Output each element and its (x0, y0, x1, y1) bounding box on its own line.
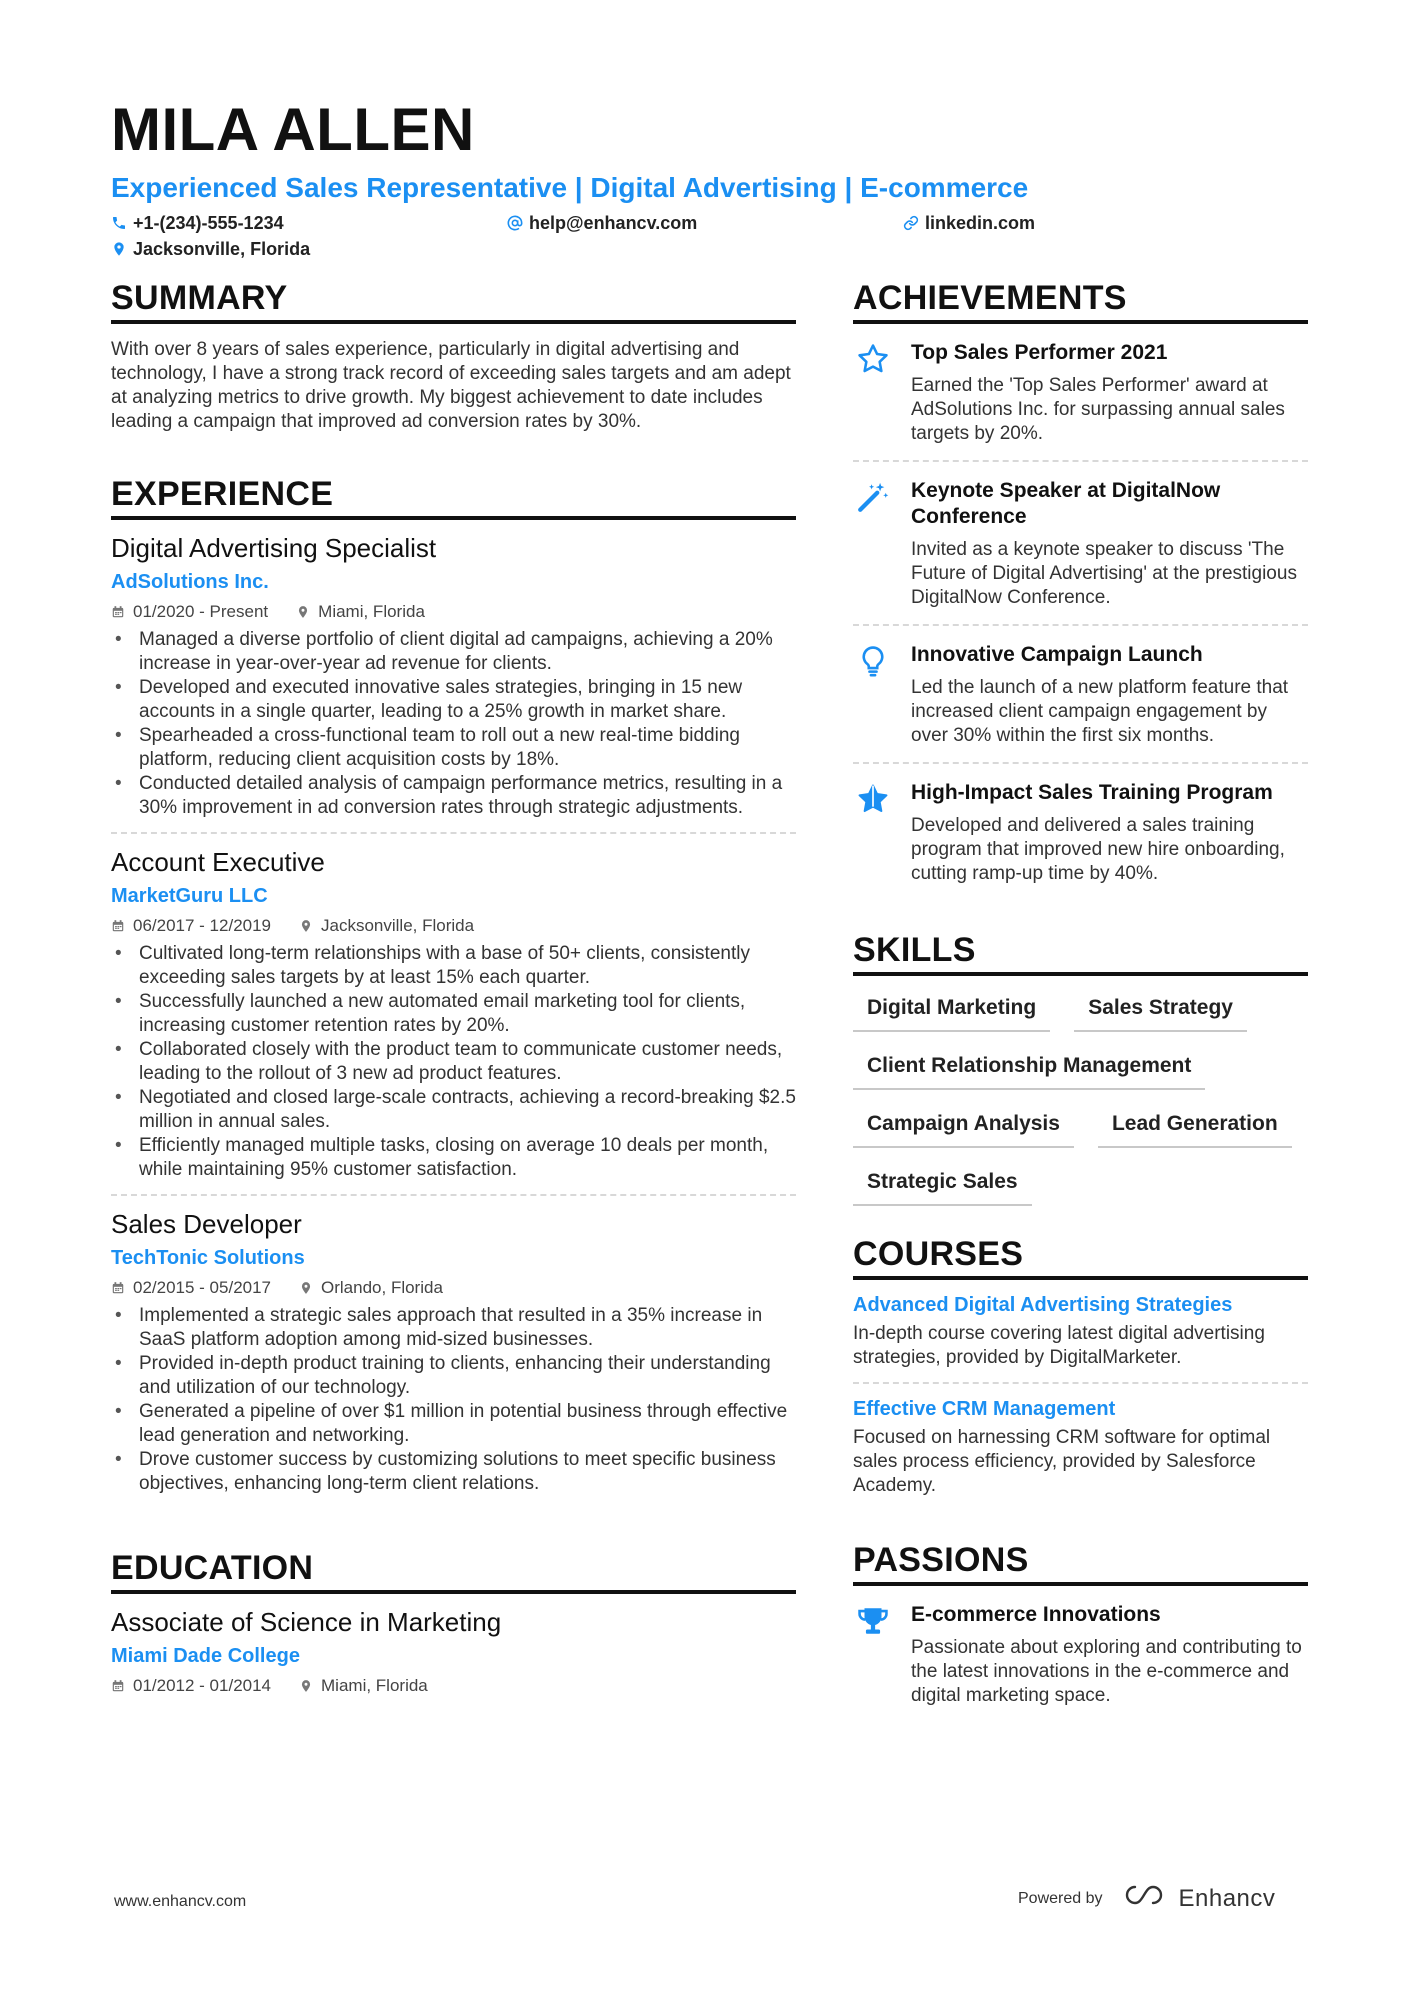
skill-tag: Campaign Analysis (853, 1108, 1074, 1148)
summary-section (111, 278, 796, 434)
contact-info (111, 209, 1311, 263)
bullet-item: • Collaborated closely with the product team to communicate customer needs, leading to the rollout of 3 new ad product features. (111, 1038, 796, 1086)
email-text: help@enhancv.com (529, 213, 698, 233)
skills-section (853, 930, 1308, 1206)
skills-heading: SKILLS (853, 930, 1308, 976)
achievement-desc: Developed and delivered a sales training program that improved new hire onboarding, cutting ramp-up time by 40%. (911, 815, 1285, 884)
at-sign-icon (507, 215, 523, 231)
achievement-item (853, 764, 1308, 900)
course-item (853, 1280, 1308, 1384)
bullet-item: • Implemented a strategic sales approach that resulted in a 35% increase in SaaS platform adoption among mid-sized businesses. (111, 1304, 796, 1352)
bullet-item: • Managed a diverse portfolio of client digital ad campaigns, achieving a 20% increase in year-over-year ad revenue for clients. (111, 628, 796, 676)
achievement-desc: Led the launch of a new platform feature that increased client campaign engagement by over 30% within the first six months. (911, 677, 1289, 746)
resume-header (111, 95, 1311, 263)
courses-heading: COURSES (853, 1234, 1308, 1280)
education-section (111, 1548, 796, 1710)
bullet-item: • Successfully launched a new automated email marketing tool for clients, increasing customer retention rates by 20%. (111, 990, 796, 1038)
school-name: Miami Dade College (111, 1645, 300, 1667)
passion-item (853, 1586, 1308, 1722)
experience-heading: EXPERIENCE (111, 474, 796, 520)
location-pin-icon (111, 241, 127, 257)
job-title: Digital Advertising Specialist (111, 533, 437, 563)
job-meta (111, 1276, 796, 1300)
course-title: Effective CRM Management (853, 1398, 1116, 1420)
achievement-desc: Earned the 'Top Sales Performer' award at AdSolutions Inc. for surpassing annual sales targets by 20%. (911, 375, 1285, 444)
phone-text: +1-(234)-555-1234 (133, 213, 284, 233)
job-entry (111, 834, 796, 1196)
location-pin-icon (296, 605, 310, 619)
trophy-icon (853, 1602, 893, 1708)
education-heading: EDUCATION (111, 1548, 796, 1594)
job-bullets (111, 1304, 796, 1496)
achievement-title: Top Sales Performer 2021 (911, 341, 1168, 364)
calendar-icon (111, 919, 125, 933)
job-dates: 01/2020 - Present (133, 602, 269, 621)
company-name: TechTonic Solutions (111, 1247, 305, 1269)
calendar-icon (111, 605, 125, 619)
achievement-title: High-Impact Sales Training Program (911, 781, 1273, 804)
education-location: Miami, Florida (321, 1676, 428, 1695)
enhancv-logo[interactable] (1123, 1882, 1276, 1915)
skill-tag: Digital Marketing (853, 992, 1050, 1032)
link-icon (903, 215, 919, 231)
course-title: Advanced Digital Advertising Strategies (853, 1294, 1233, 1316)
job-dates: 06/2017 - 12/2019 (133, 916, 272, 935)
contact-linkedin[interactable] (903, 211, 1035, 235)
education-meta (111, 1674, 796, 1698)
location-text: Jacksonville, Florida (133, 239, 311, 259)
bullet-item: • Spearheaded a cross-functional team to roll out a new real-time bidding platform, reducing client acquisition costs by 18%. (111, 724, 796, 772)
bullet-item: • Generated a pipeline of over $1 million in potential business through effective lead generation and networking. (111, 1400, 796, 1448)
passion-title: E-commerce Innovations (911, 1603, 1161, 1626)
degree-title: Associate of Science in Marketing (111, 1607, 502, 1637)
course-desc: In-depth course covering latest digital advertising strategies, provided by DigitalMarketer. (853, 1323, 1265, 1368)
left-column (111, 278, 796, 1710)
achievement-item (853, 626, 1308, 764)
calendar-icon (111, 1679, 125, 1693)
job-bullets (111, 942, 796, 1182)
achievement-title: Keynote Speaker at DigitalNow Conference (911, 479, 1221, 528)
bullet-item: • Conducted detailed analysis of campaign performance metrics, resulting in a 30% improvement in ad conversion rates through strategic adjustments. (111, 772, 796, 820)
achievement-desc: Invited as a keynote speaker to discuss 'The Future of Digital Advertising' at the prestigious DigitalNow Conference. (911, 539, 1297, 608)
job-location: Miami, Florida (318, 602, 425, 621)
job-meta (111, 600, 796, 624)
bullet-item: • Drove customer success by customizing solutions to meet specific business objectives, enhancing long-term client relations. (111, 1448, 796, 1496)
course-desc: Focused on harnessing CRM software for optimal sales process efficiency, provided by Salesforce Academy. (853, 1427, 1271, 1496)
company-name: AdSolutions Inc. (111, 571, 269, 593)
job-title: Account Executive (111, 847, 325, 877)
job-location: Jacksonville, Florida (321, 916, 475, 935)
candidate-headline: Experienced Sales Representative | Digital Advertising | E-commerce (111, 172, 1029, 203)
contact-phone[interactable] (111, 211, 284, 235)
course-item (853, 1384, 1308, 1510)
education-dates: 01/2012 - 01/2014 (133, 1676, 272, 1695)
bullet-item: • Provided in-depth product training to clients, enhancing their understanding and utilization of our technology. (111, 1352, 796, 1400)
contact-location (111, 237, 310, 261)
achievement-item (853, 324, 1308, 462)
summary-text: With over 8 years of sales experience, particularly in digital advertising and technology, I have a strong track record of exceeding sales targets and am adept at analyzing metrics to drive growth. My biggest achievement to date includes leading a campaign that improved ad conversion rates by 30%. (111, 339, 791, 432)
location-pin-icon (299, 919, 313, 933)
summary-heading: SUMMARY (111, 278, 796, 324)
job-meta (111, 914, 796, 938)
magic-wand-icon (853, 478, 893, 610)
skills-list (853, 992, 1308, 1206)
footer-website[interactable]: www.enhancv.com (114, 1893, 247, 1910)
achievements-section (853, 278, 1308, 900)
skill-tag: Strategic Sales (853, 1166, 1032, 1206)
company-name: MarketGuru LLC (111, 885, 268, 907)
enhancv-logo-icon (1123, 1882, 1169, 1915)
bullet-item: • Efficiently managed multiple tasks, closing on average 10 deals per month, while maintaining 95% customer satisfaction. (111, 1134, 796, 1182)
contact-email[interactable] (507, 211, 697, 235)
footer-branding (1018, 1882, 1275, 1915)
star-outline-icon (853, 340, 893, 446)
bullet-item: • Cultivated long-term relationships with a base of 50+ clients, consistently exceeding sales targets by at least 15% each quarter. (111, 942, 796, 990)
achievements-heading: ACHIEVEMENTS (853, 278, 1308, 324)
brand-name: Enhancv (1178, 1884, 1276, 1912)
star-filled-icon (853, 780, 893, 886)
job-entry (111, 1196, 796, 1508)
education-entry (111, 1594, 796, 1710)
location-pin-icon (299, 1679, 313, 1693)
skill-tag: Client Relationship Management (853, 1050, 1205, 1090)
lightbulb-icon (853, 642, 893, 748)
job-dates: 02/2015 - 05/2017 (133, 1278, 272, 1297)
passions-heading: PASSIONS (853, 1540, 1308, 1586)
achievement-title: Innovative Campaign Launch (911, 643, 1203, 666)
calendar-icon (111, 1281, 125, 1295)
bullet-item: • Developed and executed innovative sales strategies, bringing in 15 new accounts in a single quarter, leading to a 25% growth in market share. (111, 676, 796, 724)
courses-section (853, 1234, 1308, 1510)
phone-icon (111, 215, 127, 231)
experience-section (111, 474, 796, 1508)
passion-desc: Passionate about exploring and contributing to the latest innovations in the e-commerce and digital marketing space. (911, 1637, 1302, 1706)
linkedin-text: linkedin.com (925, 213, 1036, 233)
achievement-item (853, 462, 1308, 626)
candidate-name: MILA ALLEN (111, 96, 475, 163)
skill-tag: Lead Generation (1098, 1108, 1292, 1148)
job-bullets (111, 628, 796, 820)
job-location: Orlando, Florida (321, 1278, 443, 1297)
skill-tag: Sales Strategy (1074, 992, 1247, 1032)
location-pin-icon (299, 1281, 313, 1295)
job-title: Sales Developer (111, 1209, 302, 1239)
right-column (853, 278, 1308, 1722)
passions-section (853, 1540, 1308, 1722)
powered-by-text: Powered by (1018, 1889, 1103, 1907)
job-entry (111, 520, 796, 834)
bullet-item: • Negotiated and closed large-scale contracts, achieving a record-breaking $2.5 million in annual sales. (111, 1086, 796, 1134)
